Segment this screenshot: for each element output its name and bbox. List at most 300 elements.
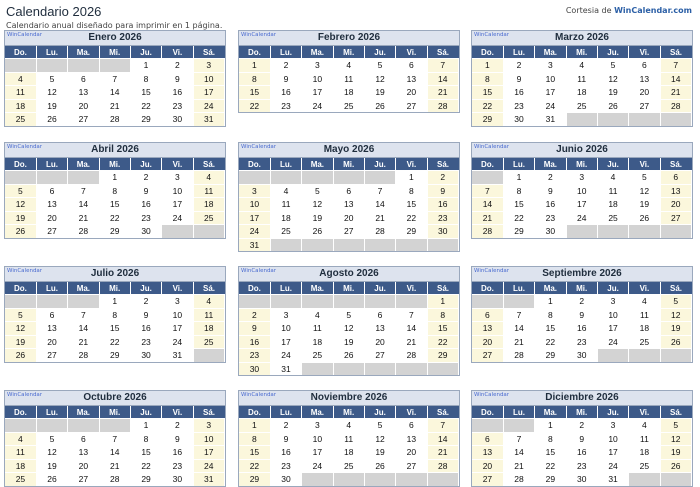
day-cell: 22 bbox=[535, 459, 566, 473]
month-title: Febrero 2026 bbox=[317, 32, 381, 43]
day-cell: 25 bbox=[566, 99, 597, 113]
month-table bbox=[472, 406, 692, 486]
week-row bbox=[239, 211, 459, 225]
day-cell: 14 bbox=[396, 322, 427, 336]
day-cell: 12 bbox=[660, 432, 691, 446]
day-cell: 25 bbox=[629, 335, 660, 349]
wincalendar-brand: WinCalendar bbox=[7, 392, 43, 398]
day-cell: 7 bbox=[503, 432, 534, 446]
month-2 bbox=[238, 30, 460, 113]
weekday-header: Vi. bbox=[629, 282, 660, 295]
wincalendar-brand: WinCalendar bbox=[7, 32, 43, 38]
day-cell: 7 bbox=[427, 419, 458, 433]
day-cell: 23 bbox=[130, 211, 161, 225]
weekday-header: Lu. bbox=[270, 406, 301, 419]
week-row bbox=[239, 171, 459, 185]
weekday-header: Lu. bbox=[270, 46, 301, 59]
day-cell: 6 bbox=[333, 184, 364, 198]
day-cell: 8 bbox=[503, 184, 534, 198]
month-11 bbox=[238, 390, 460, 487]
day-cell: 23 bbox=[566, 459, 597, 473]
day-cell: 7 bbox=[99, 432, 130, 446]
day-cell: 28 bbox=[99, 473, 130, 486]
day-cell: 11 bbox=[5, 446, 36, 460]
day-cell: 26 bbox=[629, 211, 660, 225]
week-row bbox=[472, 72, 692, 86]
day-cell: 26 bbox=[36, 473, 67, 486]
day-cell: 10 bbox=[239, 198, 270, 212]
day-cell: 22 bbox=[239, 99, 270, 112]
day-cell: 25 bbox=[5, 113, 36, 126]
day-cell: 27 bbox=[660, 211, 691, 225]
day-cell: 1 bbox=[99, 171, 130, 185]
day-cell: 5 bbox=[5, 184, 36, 198]
day-cell: 18 bbox=[302, 335, 333, 349]
weekday-header: Do. bbox=[239, 406, 270, 419]
week-row bbox=[472, 59, 692, 73]
day-cell: 11 bbox=[566, 72, 597, 86]
day-cell: 6 bbox=[472, 432, 503, 446]
day-cell: 2 bbox=[427, 171, 458, 185]
empty-cell bbox=[302, 473, 333, 486]
day-cell: 13 bbox=[472, 446, 503, 460]
day-cell: 20 bbox=[396, 446, 427, 460]
day-cell: 8 bbox=[427, 308, 458, 322]
month-table bbox=[239, 406, 459, 486]
week-row bbox=[5, 171, 225, 185]
day-cell: 25 bbox=[270, 225, 301, 239]
day-cell: 3 bbox=[535, 59, 566, 73]
week-row bbox=[5, 113, 225, 126]
day-cell: 26 bbox=[302, 225, 333, 239]
day-cell: 28 bbox=[503, 349, 534, 362]
empty-cell bbox=[364, 295, 395, 309]
day-cell: 17 bbox=[162, 322, 193, 336]
weekday-header: Do. bbox=[5, 282, 36, 295]
weekday-header: Ju. bbox=[130, 46, 161, 59]
day-cell: 22 bbox=[99, 335, 130, 349]
day-cell: 9 bbox=[239, 322, 270, 336]
day-cell: 27 bbox=[68, 473, 99, 486]
week-row bbox=[5, 184, 225, 198]
day-cell: 21 bbox=[68, 335, 99, 349]
day-cell: 22 bbox=[239, 459, 270, 473]
week-row bbox=[5, 211, 225, 225]
day-cell: 2 bbox=[566, 419, 597, 433]
empty-cell bbox=[364, 362, 395, 375]
weekday-header: Sá. bbox=[193, 46, 224, 59]
weekday-header: Lu. bbox=[36, 158, 67, 171]
day-cell: 23 bbox=[130, 335, 161, 349]
day-cell: 29 bbox=[396, 225, 427, 239]
wincalendar-brand: WinCalendar bbox=[7, 268, 43, 274]
day-cell: 25 bbox=[333, 99, 364, 112]
empty-cell bbox=[597, 113, 628, 126]
weekday-header: Vi. bbox=[396, 46, 427, 59]
day-cell: 21 bbox=[396, 335, 427, 349]
day-cell: 3 bbox=[566, 171, 597, 185]
day-cell: 3 bbox=[302, 419, 333, 433]
weekday-header: Ma. bbox=[68, 46, 99, 59]
day-cell: 28 bbox=[660, 99, 691, 113]
empty-cell bbox=[239, 295, 270, 309]
day-cell: 29 bbox=[535, 349, 566, 362]
day-cell: 14 bbox=[68, 322, 99, 336]
day-cell: 29 bbox=[130, 113, 161, 126]
empty-cell bbox=[566, 113, 597, 126]
day-cell: 20 bbox=[68, 459, 99, 473]
day-cell: 3 bbox=[162, 171, 193, 185]
weekday-header: Do. bbox=[472, 282, 503, 295]
week-row bbox=[5, 432, 225, 446]
day-cell: 19 bbox=[364, 446, 395, 460]
day-cell: 1 bbox=[535, 419, 566, 433]
weekday-header: Mi. bbox=[99, 158, 130, 171]
day-cell: 14 bbox=[68, 198, 99, 212]
day-cell: 12 bbox=[36, 446, 67, 460]
weekday-header: Do. bbox=[239, 46, 270, 59]
day-cell: 2 bbox=[270, 59, 301, 73]
day-cell: 7 bbox=[396, 308, 427, 322]
day-cell: 6 bbox=[396, 419, 427, 433]
day-cell: 22 bbox=[472, 99, 503, 113]
day-cell: 28 bbox=[68, 225, 99, 238]
weekday-header: Ju. bbox=[130, 282, 161, 295]
day-cell: 29 bbox=[239, 473, 270, 486]
month-header bbox=[472, 267, 692, 282]
month-table bbox=[5, 46, 225, 126]
week-row bbox=[239, 184, 459, 198]
empty-cell bbox=[396, 295, 427, 309]
week-row bbox=[5, 446, 225, 460]
month-3 bbox=[471, 30, 693, 127]
day-cell: 17 bbox=[302, 446, 333, 460]
weekday-header: Ju. bbox=[597, 158, 628, 171]
day-cell: 13 bbox=[629, 72, 660, 86]
day-cell: 21 bbox=[503, 459, 534, 473]
day-cell: 28 bbox=[503, 473, 534, 486]
day-cell: 15 bbox=[99, 198, 130, 212]
day-cell: 20 bbox=[472, 335, 503, 349]
empty-cell bbox=[68, 171, 99, 185]
page-title: Calendario 2026 bbox=[6, 4, 102, 19]
weekday-header: Lu. bbox=[36, 46, 67, 59]
weekday-header: Vi. bbox=[396, 406, 427, 419]
day-cell: 5 bbox=[364, 419, 395, 433]
month-9 bbox=[471, 266, 693, 363]
day-cell: 24 bbox=[566, 211, 597, 225]
week-row bbox=[472, 473, 692, 486]
empty-cell bbox=[162, 225, 193, 238]
month-header bbox=[5, 31, 225, 46]
day-cell: 9 bbox=[503, 72, 534, 86]
empty-cell bbox=[99, 59, 130, 73]
empty-cell bbox=[660, 349, 691, 362]
day-cell: 26 bbox=[333, 349, 364, 363]
week-row bbox=[5, 59, 225, 73]
day-cell: 20 bbox=[629, 86, 660, 100]
day-cell: 30 bbox=[503, 113, 534, 126]
day-cell: 4 bbox=[629, 295, 660, 309]
empty-cell bbox=[629, 473, 660, 486]
weekday-header: Lu. bbox=[503, 158, 534, 171]
day-cell: 18 bbox=[597, 198, 628, 212]
day-cell: 21 bbox=[503, 335, 534, 349]
weekday-header: Sá. bbox=[427, 406, 458, 419]
week-row bbox=[239, 59, 459, 73]
day-cell: 9 bbox=[427, 184, 458, 198]
week-row bbox=[239, 198, 459, 212]
week-row bbox=[239, 446, 459, 460]
day-cell: 30 bbox=[270, 473, 301, 486]
day-cell: 14 bbox=[503, 446, 534, 460]
day-cell: 15 bbox=[239, 86, 270, 100]
day-cell: 27 bbox=[36, 349, 67, 362]
empty-cell bbox=[472, 295, 503, 309]
month-table bbox=[239, 282, 459, 375]
week-row bbox=[239, 349, 459, 363]
day-cell: 27 bbox=[396, 459, 427, 473]
empty-cell bbox=[503, 295, 534, 309]
week-row bbox=[5, 86, 225, 100]
weekday-header: Do. bbox=[239, 282, 270, 295]
day-cell: 28 bbox=[427, 459, 458, 473]
day-cell: 16 bbox=[270, 86, 301, 100]
wincalendar-brand: WinCalendar bbox=[241, 32, 277, 38]
day-cell: 12 bbox=[302, 198, 333, 212]
day-cell: 16 bbox=[162, 86, 193, 100]
empty-cell bbox=[364, 473, 395, 486]
day-cell: 1 bbox=[99, 295, 130, 309]
day-cell: 19 bbox=[302, 211, 333, 225]
empty-cell bbox=[333, 238, 364, 251]
weekday-header: Lu. bbox=[503, 406, 534, 419]
day-cell: 24 bbox=[193, 99, 224, 113]
month-title: Mayo 2026 bbox=[323, 144, 375, 155]
day-cell: 10 bbox=[162, 184, 193, 198]
day-cell: 16 bbox=[239, 335, 270, 349]
wincalendar-link[interactable]: WinCalendar.com bbox=[614, 6, 692, 15]
weekday-header: Do. bbox=[239, 158, 270, 171]
weekday-header: Sá. bbox=[660, 282, 691, 295]
empty-cell bbox=[333, 171, 364, 185]
day-cell: 5 bbox=[5, 308, 36, 322]
day-cell: 5 bbox=[660, 419, 691, 433]
day-cell: 21 bbox=[364, 211, 395, 225]
day-cell: 9 bbox=[270, 432, 301, 446]
day-cell: 18 bbox=[566, 86, 597, 100]
day-cell: 9 bbox=[566, 432, 597, 446]
weekday-header: Ma. bbox=[535, 158, 566, 171]
empty-cell bbox=[364, 171, 395, 185]
week-row bbox=[5, 295, 225, 309]
day-cell: 10 bbox=[162, 308, 193, 322]
day-cell: 9 bbox=[162, 72, 193, 86]
month-title: Julio 2026 bbox=[90, 268, 140, 279]
day-cell: 23 bbox=[535, 211, 566, 225]
day-cell: 11 bbox=[333, 432, 364, 446]
day-cell: 10 bbox=[535, 72, 566, 86]
day-cell: 17 bbox=[302, 86, 333, 100]
day-cell: 16 bbox=[427, 198, 458, 212]
day-cell: 21 bbox=[427, 86, 458, 100]
week-row bbox=[472, 419, 692, 433]
day-cell: 13 bbox=[472, 322, 503, 336]
day-cell: 8 bbox=[535, 308, 566, 322]
day-cell: 31 bbox=[239, 238, 270, 251]
day-cell: 29 bbox=[99, 225, 130, 238]
day-cell: 16 bbox=[503, 86, 534, 100]
day-cell: 19 bbox=[36, 99, 67, 113]
day-cell: 24 bbox=[270, 349, 301, 363]
week-row bbox=[472, 211, 692, 225]
day-cell: 9 bbox=[162, 432, 193, 446]
weekday-header: Vi. bbox=[396, 158, 427, 171]
day-cell: 2 bbox=[162, 419, 193, 433]
empty-cell bbox=[629, 349, 660, 362]
day-cell: 30 bbox=[239, 362, 270, 375]
weekday-header: Ma. bbox=[535, 282, 566, 295]
day-cell: 24 bbox=[597, 335, 628, 349]
month-table bbox=[239, 46, 459, 112]
month-5 bbox=[238, 142, 460, 252]
day-cell: 17 bbox=[239, 211, 270, 225]
day-cell: 13 bbox=[660, 184, 691, 198]
day-cell: 30 bbox=[535, 225, 566, 238]
empty-cell bbox=[36, 419, 67, 433]
day-cell: 17 bbox=[597, 446, 628, 460]
weekday-header: Ju. bbox=[597, 282, 628, 295]
week-row bbox=[5, 308, 225, 322]
month-1 bbox=[4, 30, 226, 127]
day-cell: 30 bbox=[162, 473, 193, 486]
wincalendar-brand: WinCalendar bbox=[241, 392, 277, 398]
week-row bbox=[472, 335, 692, 349]
month-table bbox=[5, 282, 225, 362]
weekday-header: Ma. bbox=[535, 406, 566, 419]
weekday-header: Ma. bbox=[68, 158, 99, 171]
weekday-header: Mi. bbox=[99, 282, 130, 295]
weekday-header: Ma. bbox=[302, 46, 333, 59]
month-header bbox=[472, 143, 692, 158]
day-cell: 31 bbox=[597, 473, 628, 486]
month-title: Octubre 2026 bbox=[83, 392, 147, 403]
month-table bbox=[239, 158, 459, 251]
day-cell: 25 bbox=[333, 459, 364, 473]
empty-cell bbox=[396, 473, 427, 486]
weekday-header: Lu. bbox=[270, 282, 301, 295]
day-cell: 10 bbox=[566, 184, 597, 198]
day-cell: 4 bbox=[597, 171, 628, 185]
month-title: Agosto 2026 bbox=[319, 268, 379, 279]
day-cell: 28 bbox=[68, 349, 99, 362]
empty-cell bbox=[302, 238, 333, 251]
weekday-header: Mi. bbox=[99, 406, 130, 419]
weekday-header: Ma. bbox=[302, 282, 333, 295]
week-row bbox=[5, 349, 225, 362]
day-cell: 11 bbox=[302, 322, 333, 336]
month-title: Marzo 2026 bbox=[555, 32, 609, 43]
empty-cell bbox=[566, 225, 597, 238]
day-cell: 9 bbox=[535, 184, 566, 198]
day-cell: 1 bbox=[239, 419, 270, 433]
day-cell: 10 bbox=[193, 72, 224, 86]
day-cell: 20 bbox=[472, 459, 503, 473]
empty-cell bbox=[660, 473, 691, 486]
weekday-header: Lu. bbox=[503, 282, 534, 295]
empty-cell bbox=[302, 295, 333, 309]
day-cell: 11 bbox=[629, 432, 660, 446]
empty-cell bbox=[302, 362, 333, 375]
week-row bbox=[472, 446, 692, 460]
day-cell: 23 bbox=[162, 459, 193, 473]
day-cell: 12 bbox=[660, 308, 691, 322]
month-table bbox=[5, 158, 225, 238]
day-cell: 26 bbox=[364, 99, 395, 112]
day-cell: 4 bbox=[5, 432, 36, 446]
empty-cell bbox=[503, 419, 534, 433]
week-row bbox=[472, 198, 692, 212]
week-row bbox=[5, 225, 225, 238]
wincalendar-brand: WinCalendar bbox=[474, 392, 510, 398]
weekday-header: Ma. bbox=[535, 46, 566, 59]
weekday-header: Do. bbox=[472, 158, 503, 171]
weekday-header: Sá. bbox=[427, 282, 458, 295]
day-cell: 21 bbox=[660, 86, 691, 100]
day-cell: 1 bbox=[472, 59, 503, 73]
month-10 bbox=[4, 390, 226, 487]
week-row bbox=[239, 308, 459, 322]
empty-cell bbox=[5, 295, 36, 309]
day-cell: 29 bbox=[472, 113, 503, 126]
day-cell: 25 bbox=[302, 349, 333, 363]
day-cell: 4 bbox=[302, 308, 333, 322]
day-cell: 23 bbox=[162, 99, 193, 113]
day-cell: 7 bbox=[68, 308, 99, 322]
day-cell: 30 bbox=[566, 473, 597, 486]
empty-cell bbox=[36, 295, 67, 309]
day-cell: 12 bbox=[597, 72, 628, 86]
day-cell: 24 bbox=[193, 459, 224, 473]
day-cell: 7 bbox=[99, 72, 130, 86]
day-cell: 20 bbox=[333, 211, 364, 225]
day-cell: 29 bbox=[130, 473, 161, 486]
day-cell: 25 bbox=[629, 459, 660, 473]
empty-cell bbox=[270, 295, 301, 309]
empty-cell bbox=[5, 59, 36, 73]
week-row bbox=[472, 184, 692, 198]
day-cell: 6 bbox=[472, 308, 503, 322]
day-cell: 11 bbox=[193, 308, 224, 322]
day-cell: 8 bbox=[535, 432, 566, 446]
week-row bbox=[239, 459, 459, 473]
day-cell: 18 bbox=[333, 446, 364, 460]
day-cell: 27 bbox=[333, 225, 364, 239]
day-cell: 25 bbox=[193, 335, 224, 349]
week-row bbox=[239, 473, 459, 486]
week-row bbox=[472, 99, 692, 113]
week-row bbox=[5, 459, 225, 473]
weekday-header: Vi. bbox=[629, 406, 660, 419]
day-cell: 7 bbox=[364, 184, 395, 198]
page-subtitle: Calendario anual diseñado para imprimir en 1 página. bbox=[6, 21, 223, 30]
day-cell: 4 bbox=[5, 72, 36, 86]
day-cell: 5 bbox=[629, 171, 660, 185]
day-cell: 23 bbox=[270, 459, 301, 473]
month-table bbox=[472, 158, 692, 238]
day-cell: 24 bbox=[302, 459, 333, 473]
day-cell: 18 bbox=[5, 459, 36, 473]
